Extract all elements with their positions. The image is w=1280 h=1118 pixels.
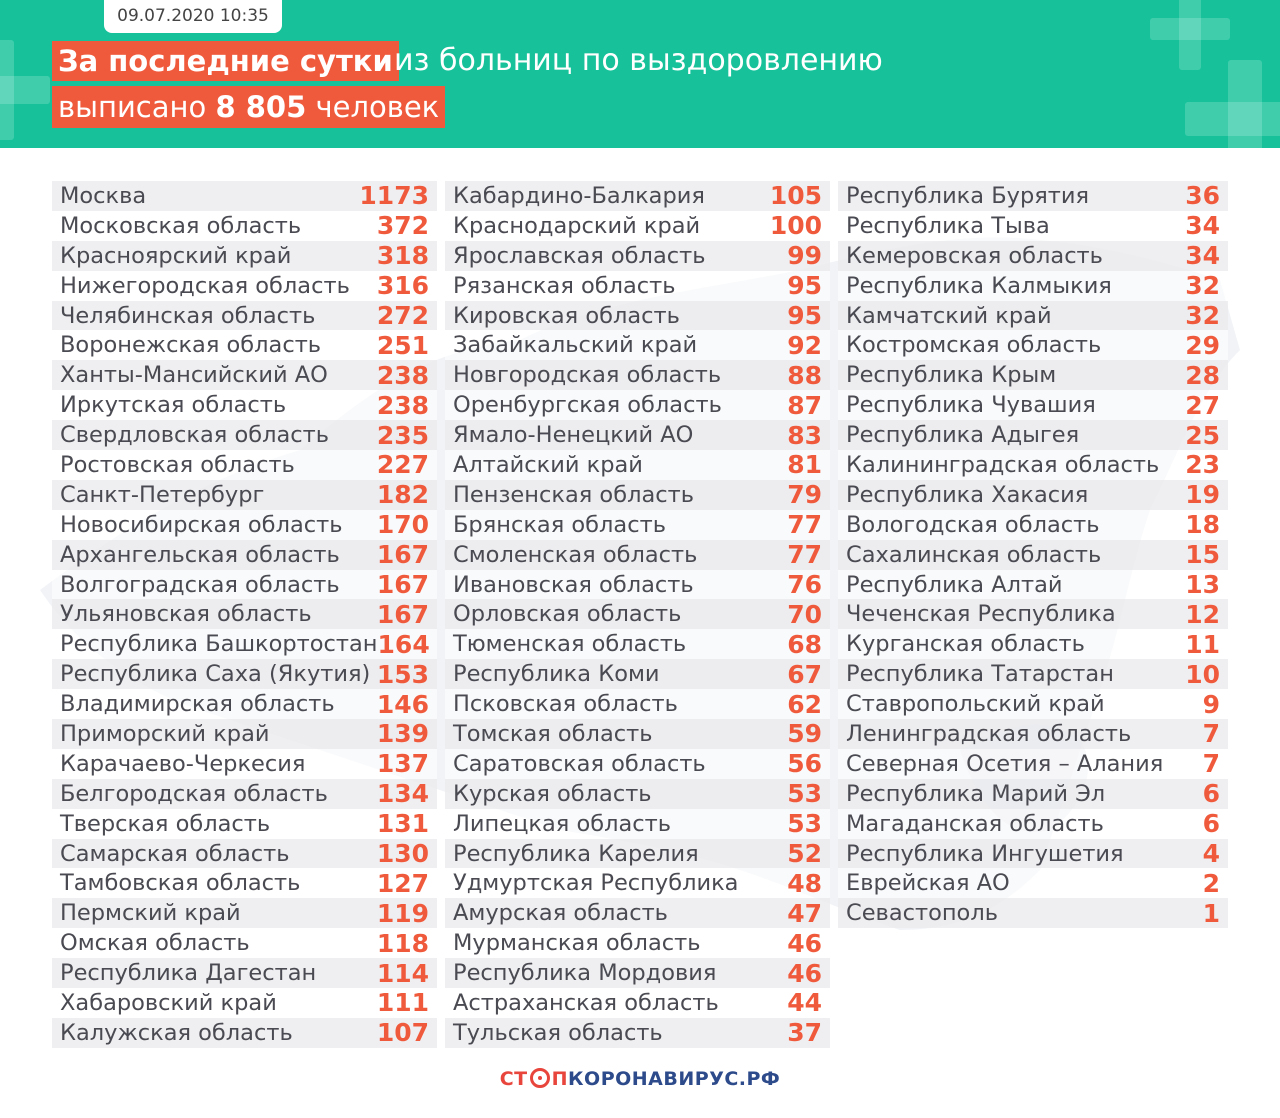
discharged-count: 44 <box>787 988 822 1018</box>
table-row <box>838 809 1228 839</box>
region-name: Республика Тыва <box>846 212 1050 239</box>
headline-line1: из больниц по выздоровлению <box>394 43 883 78</box>
region-name: Севастополь <box>846 900 998 927</box>
discharged-count: 170 <box>376 510 429 540</box>
table-row <box>52 450 437 480</box>
region-name: Тамбовская область <box>60 870 301 897</box>
table-row <box>445 450 830 480</box>
region-name: Краснодарский край <box>453 212 701 239</box>
discharged-count: 36 <box>1185 181 1220 211</box>
discharged-count: 18 <box>1185 510 1220 540</box>
table-row <box>838 450 1228 480</box>
discharged-count: 119 <box>376 898 429 928</box>
discharged-count: 15 <box>1185 540 1220 570</box>
region-name: Томская область <box>453 720 653 747</box>
region-name: Костромская область <box>846 332 1102 359</box>
table-row <box>52 420 437 450</box>
discharged-count: 1173 <box>359 181 429 211</box>
virus-icon <box>530 1068 550 1088</box>
region-name: Республика Саха (Якутия) <box>60 661 371 688</box>
table-row <box>445 868 830 898</box>
table-row <box>52 301 437 331</box>
discharged-count: 67 <box>787 659 822 689</box>
table-row <box>838 540 1228 570</box>
discharged-count: 53 <box>787 779 822 809</box>
table-row <box>52 510 437 540</box>
table-row <box>445 330 830 360</box>
table-row <box>838 570 1228 600</box>
region-name: Волгоградская область <box>60 571 340 598</box>
table-row <box>838 719 1228 749</box>
table-row <box>445 659 830 689</box>
region-name: Республика Дагестан <box>60 960 317 987</box>
discharged-count: 146 <box>376 689 429 719</box>
regions-column-3 <box>838 181 1228 928</box>
header-banner <box>0 0 1280 148</box>
region-name: Республика Карелия <box>453 840 699 867</box>
discharged-count: 118 <box>376 928 429 958</box>
stopkoronavirus-logo <box>0 1068 1280 1090</box>
table-row <box>52 868 437 898</box>
discharged-count: 19 <box>1185 480 1220 510</box>
discharged-count: 167 <box>376 570 429 600</box>
table-row <box>445 301 830 331</box>
table-row <box>838 659 1228 689</box>
discharged-count: 25 <box>1185 420 1220 450</box>
table-row <box>838 241 1228 271</box>
table-row <box>52 211 437 241</box>
logo-text-part1: СТ <box>499 1068 528 1090</box>
region-name: Вологодская область <box>846 511 1100 538</box>
regions-column-2 <box>445 181 830 1048</box>
table-row <box>52 749 437 779</box>
plus-decoration-icon <box>0 40 50 140</box>
table-row <box>445 480 830 510</box>
table-row <box>52 659 437 689</box>
discharged-count: 372 <box>376 211 429 241</box>
region-name: Архангельская область <box>60 541 340 568</box>
table-row <box>445 241 830 271</box>
discharged-count: 130 <box>376 839 429 869</box>
region-name: Орловская область <box>453 601 682 628</box>
region-name: Чеченская Республика <box>846 601 1116 628</box>
table-row <box>445 928 830 958</box>
region-name: Москва <box>60 182 147 209</box>
discharged-count: 29 <box>1185 330 1220 360</box>
discharged-count: 251 <box>376 330 429 360</box>
table-row <box>445 839 830 869</box>
region-name: Калининградская область <box>846 451 1160 478</box>
region-name: Республика Бурятия <box>846 182 1090 209</box>
table-row <box>445 898 830 928</box>
discharged-count: 114 <box>376 958 429 988</box>
discharged-count: 95 <box>787 271 822 301</box>
discharged-count: 167 <box>376 540 429 570</box>
table-row <box>838 599 1228 629</box>
discharged-count: 127 <box>376 868 429 898</box>
discharged-count: 139 <box>376 719 429 749</box>
region-name: Самарская область <box>60 840 290 867</box>
table-row <box>445 689 830 719</box>
region-name: Алтайский край <box>453 451 643 478</box>
discharged-count: 13 <box>1185 570 1220 600</box>
discharged-count: 100 <box>769 211 822 241</box>
logo-text-part3: КОРОНАВИРУС.РФ <box>568 1068 781 1090</box>
discharged-total: 8 805 <box>215 90 307 124</box>
region-name: Камчатский край <box>846 302 1052 329</box>
discharged-count: 99 <box>787 241 822 271</box>
table-row <box>838 839 1228 869</box>
region-name: Республика Марий Эл <box>846 780 1106 807</box>
discharged-count: 34 <box>1185 211 1220 241</box>
table-row <box>838 301 1228 331</box>
region-name: Московская область <box>60 212 302 239</box>
region-name: Омская область <box>60 930 250 957</box>
table-row <box>838 271 1228 301</box>
discharged-count: 52 <box>787 839 822 869</box>
table-row <box>52 540 437 570</box>
region-name: Липецкая область <box>453 810 672 837</box>
discharged-count: 131 <box>376 809 429 839</box>
region-name: Магаданская область <box>846 810 1104 837</box>
region-name: Ярославская область <box>453 242 706 269</box>
region-name: Владимирская область <box>60 691 335 718</box>
region-name: Республика Татарстан <box>846 661 1114 688</box>
discharged-count: 53 <box>787 809 822 839</box>
regions-table <box>52 181 1232 1051</box>
table-row <box>52 689 437 719</box>
discharged-count: 318 <box>376 241 429 271</box>
discharged-count: 37 <box>787 1018 822 1048</box>
table-row <box>445 719 830 749</box>
discharged-count: 70 <box>787 599 822 629</box>
region-name: Забайкальский край <box>453 332 698 359</box>
region-name: Курская область <box>453 780 652 807</box>
regions-column-1 <box>52 181 437 1048</box>
region-name: Курганская область <box>846 631 1085 658</box>
region-name: Республика Алтай <box>846 571 1063 598</box>
region-name: Республика Адыгея <box>846 422 1080 449</box>
table-row <box>52 570 437 600</box>
discharged-count: 47 <box>787 898 822 928</box>
table-row <box>52 779 437 809</box>
table-row <box>445 749 830 779</box>
region-name: Республика Башкортостан <box>60 631 378 658</box>
logo-text-part2: П <box>551 1068 569 1090</box>
table-row <box>52 181 437 211</box>
discharged-count: 23 <box>1185 450 1220 480</box>
discharged-count: 76 <box>787 570 822 600</box>
plus-decoration-icon <box>1185 60 1280 148</box>
region-name: Свердловская область <box>60 422 330 449</box>
discharged-count: 27 <box>1185 390 1220 420</box>
region-name: Челябинская область <box>60 302 316 329</box>
table-row <box>52 809 437 839</box>
discharged-count: 137 <box>376 749 429 779</box>
region-name: Кировская область <box>453 302 680 329</box>
table-row <box>445 510 830 540</box>
table-row <box>445 211 830 241</box>
region-name: Кемеровская область <box>846 242 1103 269</box>
table-row <box>52 839 437 869</box>
discharged-count: 48 <box>787 868 822 898</box>
discharged-count: 88 <box>787 360 822 390</box>
region-name: Новосибирская область <box>60 511 343 538</box>
discharged-count: 32 <box>1185 301 1220 330</box>
region-name: Сахалинская область <box>846 541 1102 568</box>
table-row <box>838 749 1228 779</box>
region-name: Республика Коми <box>453 661 660 688</box>
discharged-count: 46 <box>787 928 822 958</box>
region-name: Карачаево-Черкесия <box>60 750 306 777</box>
region-name: Смоленская область <box>453 541 698 568</box>
discharged-count: 34 <box>1185 241 1220 271</box>
date-time-label: 09.07.2020 10:35 <box>104 0 282 33</box>
discharged-count: 56 <box>787 749 822 779</box>
region-name: Пензенская область <box>453 481 694 508</box>
discharged-count: 4 <box>1202 839 1220 869</box>
discharged-count: 238 <box>376 390 429 420</box>
discharged-count: 134 <box>376 779 429 809</box>
region-name: Рязанская область <box>453 272 676 299</box>
table-row <box>445 779 830 809</box>
discharged-count: 238 <box>376 360 429 390</box>
discharged-count: 28 <box>1185 360 1220 390</box>
table-row <box>52 958 437 988</box>
table-row <box>52 271 437 301</box>
region-name: Ставропольский край <box>846 691 1105 718</box>
region-name: Республика Калмыкия <box>846 272 1112 299</box>
discharged-label: выписано <box>58 90 207 124</box>
region-name: Иркутская область <box>60 392 287 419</box>
region-name: Ульяновская область <box>60 601 312 628</box>
region-name: Кабардино-Балкария <box>453 182 705 209</box>
region-name: Новгородская область <box>453 362 722 389</box>
table-row <box>445 629 830 659</box>
discharged-count: 7 <box>1202 749 1220 779</box>
table-row <box>52 480 437 510</box>
table-row <box>838 898 1228 928</box>
region-name: Красноярский край <box>60 242 292 269</box>
discharged-count: 11 <box>1185 629 1220 659</box>
table-row <box>52 241 437 271</box>
people-label: человек <box>315 90 440 124</box>
region-name: Северная Осетия – Алания <box>846 750 1164 777</box>
discharged-count: 81 <box>787 450 822 480</box>
table-row <box>445 420 830 450</box>
discharged-count: 12 <box>1185 599 1220 629</box>
discharged-count: 272 <box>376 301 429 330</box>
region-name: Астраханская область <box>453 989 719 1016</box>
table-row <box>52 898 437 928</box>
discharged-count: 2 <box>1202 868 1220 898</box>
discharged-count: 167 <box>376 599 429 629</box>
region-name: Тверская область <box>60 810 271 837</box>
region-name: Хабаровский край <box>60 989 277 1016</box>
table-row <box>52 928 437 958</box>
region-name: Оренбургская область <box>453 392 722 419</box>
discharged-count: 95 <box>787 301 822 330</box>
table-row <box>838 330 1228 360</box>
region-name: Тульская область <box>453 1019 663 1046</box>
discharged-count: 105 <box>769 181 822 211</box>
region-name: Санкт-Петербург <box>60 481 265 508</box>
region-name: Белгородская область <box>60 780 328 807</box>
discharged-count: 32 <box>1185 271 1220 301</box>
discharged-count: 10 <box>1185 659 1220 689</box>
table-row <box>445 360 830 390</box>
table-row <box>838 629 1228 659</box>
table-row <box>838 360 1228 390</box>
region-name: Республика Хакасия <box>846 481 1089 508</box>
table-row <box>838 510 1228 540</box>
discharged-count: 46 <box>787 958 822 988</box>
table-row <box>52 988 437 1018</box>
region-name: Воронежская область <box>60 332 322 359</box>
discharged-count: 9 <box>1202 689 1220 719</box>
region-name: Удмуртская Республика <box>453 870 739 897</box>
discharged-count: 59 <box>787 719 822 749</box>
table-row <box>445 181 830 211</box>
table-row <box>445 599 830 629</box>
table-row <box>52 360 437 390</box>
region-name: Псковская область <box>453 691 678 718</box>
table-row <box>52 1018 437 1048</box>
table-row <box>52 629 437 659</box>
discharged-count: 1 <box>1202 898 1220 928</box>
table-row <box>445 988 830 1018</box>
region-name: Амурская область <box>453 900 668 927</box>
region-name: Ленинградская область <box>846 720 1132 747</box>
table-row <box>445 570 830 600</box>
region-name: Ямало-Ненецкий АО <box>453 422 694 449</box>
table-row <box>52 330 437 360</box>
table-row <box>445 271 830 301</box>
discharged-count: 7 <box>1202 719 1220 749</box>
table-row <box>445 809 830 839</box>
table-row <box>52 719 437 749</box>
region-name: Республика Чувашия <box>846 392 1096 419</box>
region-name: Приморский край <box>60 720 270 747</box>
region-name: Калужская область <box>60 1019 293 1046</box>
discharged-count: 111 <box>376 988 429 1018</box>
discharged-count: 164 <box>377 629 430 659</box>
discharged-count: 87 <box>787 390 822 420</box>
table-row <box>838 181 1228 211</box>
table-row <box>838 420 1228 450</box>
discharged-count: 77 <box>787 510 822 540</box>
headline-highlight: За последние сутки <box>52 41 399 81</box>
table-row <box>445 540 830 570</box>
region-name: Республика Крым <box>846 362 1057 389</box>
table-row <box>445 390 830 420</box>
discharged-count: 182 <box>376 480 429 510</box>
discharged-count: 92 <box>787 330 822 360</box>
discharged-count: 227 <box>376 450 429 480</box>
table-row <box>838 480 1228 510</box>
table-row <box>838 779 1228 809</box>
region-name: Тюменская область <box>453 631 687 658</box>
region-name: Мурманская область <box>453 930 701 957</box>
discharged-count: 316 <box>376 271 429 301</box>
discharged-count: 79 <box>787 480 822 510</box>
region-name: Брянская область <box>453 511 666 538</box>
region-name: Еврейская АО <box>846 870 1010 897</box>
table-row <box>838 390 1228 420</box>
region-name: Саратовская область <box>453 750 706 777</box>
region-name: Республика Ингушетия <box>846 840 1124 867</box>
region-name: Ростовская область <box>60 451 295 478</box>
discharged-count: 83 <box>787 420 822 450</box>
region-name: Пермский край <box>60 900 241 927</box>
table-row <box>838 211 1228 241</box>
discharged-count: 153 <box>376 659 429 689</box>
discharged-count: 6 <box>1202 779 1220 809</box>
table-row <box>445 958 830 988</box>
table-row <box>445 1018 830 1048</box>
discharged-count: 107 <box>376 1018 429 1048</box>
headline-line2 <box>52 86 445 128</box>
table-row <box>52 390 437 420</box>
discharged-count: 235 <box>376 420 429 450</box>
discharged-count: 62 <box>787 689 822 719</box>
region-name: Нижегородская область <box>60 272 350 299</box>
region-name: Ханты-Мансийский АО <box>60 362 328 389</box>
table-row <box>838 689 1228 719</box>
table-row <box>52 599 437 629</box>
discharged-count: 6 <box>1202 809 1220 839</box>
table-row <box>838 868 1228 898</box>
discharged-count: 68 <box>787 629 822 659</box>
region-name: Республика Мордовия <box>453 960 717 987</box>
region-name: Ивановская область <box>453 571 694 598</box>
discharged-count: 77 <box>787 540 822 570</box>
